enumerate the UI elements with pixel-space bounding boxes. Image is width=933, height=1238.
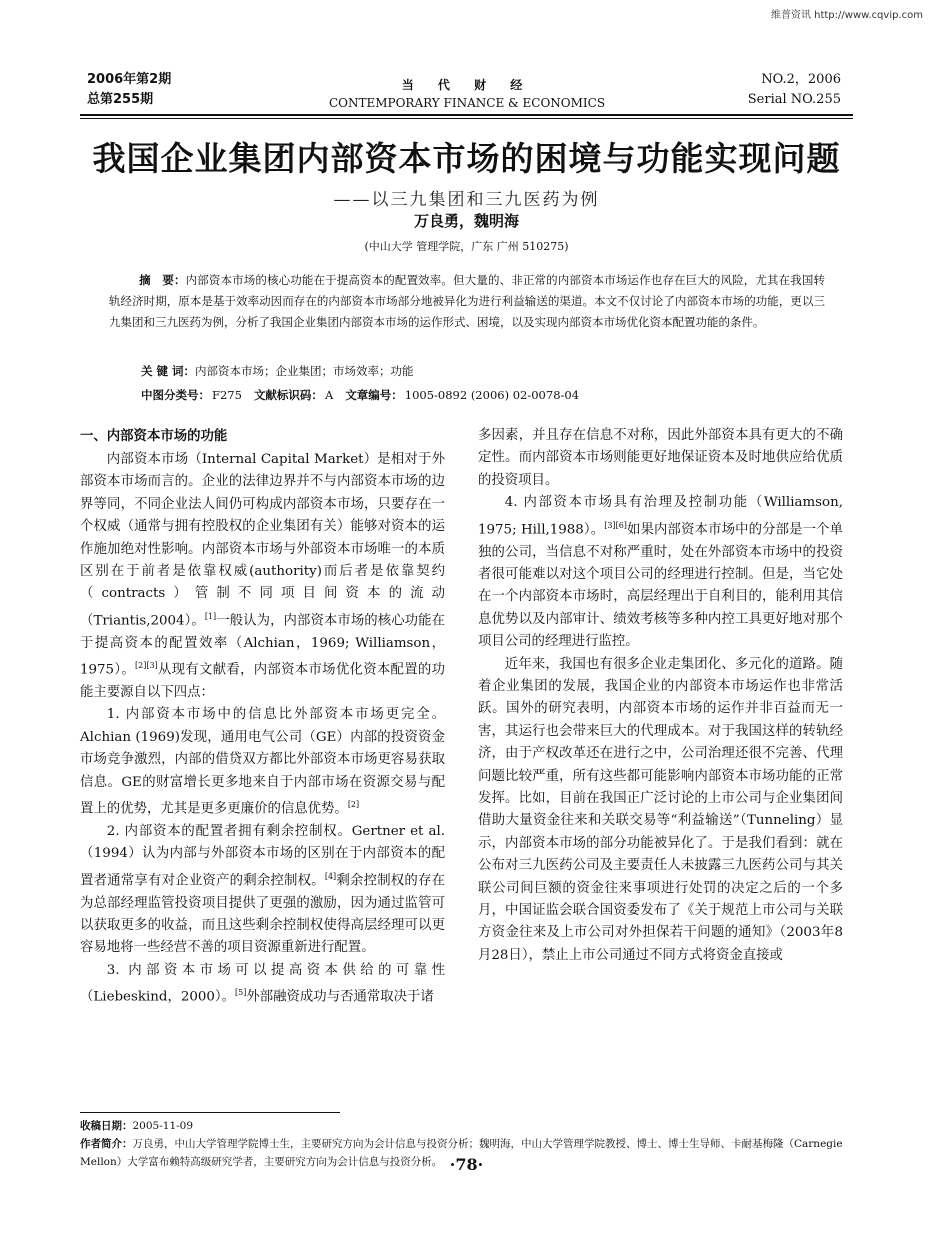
journal-name-cn: 当 代 财 经 [401, 78, 533, 92]
doc-value: A [324, 388, 334, 402]
header-rule-thick [80, 114, 853, 116]
article-value: 1005-0892 (2006) 02-0078-04 [404, 388, 580, 402]
affiliation: (中山大学 管理学院，广东 广州 510275) [364, 240, 569, 253]
received-date [80, 1117, 850, 1135]
paper-subtitle: ——以三九集团和三九医药为例 [333, 190, 600, 210]
paragraph [80, 449, 445, 704]
paragraph: 近年来，我国也有很多企业走集团化、多元化的道路。随着企业集团的发展，我国企业的内部资本市场运作也非常活跃。国外的研究表明，内部资本市场的运作并非百益而无一害，其运行也会带来巨大的代理成本。对于我国这样的转轨经济，由于产权改革还在进行之中，公司治理还很不完善、代理问题比较严重，所有这些都可能影响内部资本市场功能的正常发挥。比如，目前在我国正广泛讨论的上市公司与企业集团间借助大量资金往来和关联交易等“利益输送”（Tunneling）显示，内部资本市场的部分功能被异化了。于是我们看到：就在公布对三九医药公司及主要责任人未披露三九医药公司与其关联公司间巨额的资金往来事项进行处罚的决定之后的一个多月，中国证监会联合国资委发布了《关于规范上市公司与关联方资金往来及上市公司对外担保若干问题的通知》（2003年8月28日），禁止上市公司通过不同方式将资金直接或 [478, 656, 843, 963]
paragraph-text: 外部融资成功与否通常取决于诸 [246, 989, 434, 1005]
watermark: 维普资讯 http://www.cqvip.com [770, 10, 923, 21]
body-right-column [478, 425, 843, 967]
abstract-text: 内部资本市场的核心功能在于提高资本的配置效率。但大量的、非正常的内部资本市场运作也存在巨大的风险，尤其在我国转轨经济时期，原本是基于效率动因而存在的内部资本市场部分地被异化为进行利益输送的渠道。本文不仅讨论了内部资本市场的功能，更以三九集团和三九医药为例，分析了我国企业集团内部资本市场的运作形式、困境，以及实现内部资本市场优化资本配置功能的条件。 [109, 273, 825, 329]
section-heading: 一、内部资本市场的功能 [80, 429, 228, 444]
keywords-label: 关 键 词： [141, 364, 196, 378]
paragraph-text: 3. 内部资本市场可以提高资本供给的可靠性（Liebeskind，2000）。 [80, 962, 445, 1005]
issue-info [87, 70, 171, 110]
paragraph-text: 1. 内部资本市场中的信息比外部资本市场更完全。Alchian (1969)发现，通用电气公司（GE）内部的投资资金市场竞争激烈，内部的借贷双方都比外部资本市场更容易获取信息。GE的财富增长更多地来自于内部市场在资源交易与配置上的优势，尤其是更多更廉价的信息优势。 [80, 707, 445, 817]
paragraph [478, 492, 843, 653]
paragraph: 多因素，并且存在信息不对称，因此外部资本具有更大的不确定性。而内部资本市场则能更好地保证资本及时地供应给优质的投资项目。 [478, 428, 843, 488]
body-left-column [80, 425, 445, 1009]
received-label: 收稿日期： [80, 1120, 133, 1132]
citation: [2][3] [135, 661, 158, 671]
bio-label: 作者简介： [80, 1138, 133, 1150]
citation: [3][6] [604, 520, 627, 530]
received-value: 2005-11-09 [132, 1120, 194, 1132]
footnote-rule [80, 1112, 340, 1113]
clc-value: F275 [212, 388, 242, 402]
paragraph-text: 2. 内部资本的配置者拥有剩余控制权。Gertner et al.（1994）认为内部与外部资本市场的区别在于内部资本的配置者通常享有对企业资产的剩余控制权。 [80, 823, 445, 889]
abstract-label: 摘 要： [139, 273, 186, 287]
paragraph-text: 一般认为，内部资本市场的核心功能在于提高资本的配置效率（Alchian，1969; Williamson，1975）。 [80, 613, 445, 678]
abstract [109, 270, 825, 333]
doc-label: 文献标识码： [253, 388, 323, 402]
paragraph-text: 4. 内部资本市场具有治理及控制功能（Williamson, 1975; Hill,1988）。 [478, 495, 843, 538]
paragraph [80, 960, 445, 1009]
journal-name-en: CONTEMPORARY FINANCE & ECONOMICS [328, 96, 606, 110]
header-rule-thin [80, 118, 853, 119]
clc-label: 中图分类号： [141, 388, 210, 402]
page-number: ·78· [449, 1155, 484, 1174]
authors: 万良勇，魏明海 [413, 212, 519, 230]
citation: [5] [235, 988, 247, 998]
paragraph-text: 从现有文献看，内部资本市场优化资本配置的功能主要源自以下四点： [80, 662, 445, 700]
paragraph [80, 704, 445, 821]
citation: [2] [347, 800, 360, 810]
serial-no: Serial NO.255 [747, 92, 841, 107]
keywords-text: 内部资本市场；企业集团；市场效率；功能 [195, 364, 414, 378]
paragraph-text: 剩余控制权的存在为总部经理监管投资项目提供了更强的激励，因为通过监管可以获取更多的收益，而且这些剩余控制权使得高层经理可以更容易地将一些经营不善的项目资源重新进行配置。 [80, 873, 446, 956]
paper-title: 我国企业集团内部资本市场的困境与功能实现问题 [92, 139, 841, 178]
classification [141, 385, 579, 406]
issue-total: 总第255期 [87, 92, 154, 107]
article-label: 文章编号： [345, 388, 403, 402]
paragraph-text: 内部资本市场（Internal Capital Market）是相对于外部资本市场而言的。企业的法律边界并不与内部资本市场的边界等同，不同企业法人间仍可构成内部资本市场，只要存在一个权威（通常与拥有控股权的企业集团有关）能够对资本的运作施加绝对性影响。内部资本市场与外部资本市场唯一的本质区别在于前者是依靠权威(authority)而后者是依靠契约（contracts）管制不同项目间资本的流动（Triantis,2004）。 [80, 452, 445, 629]
serial-info [748, 70, 841, 110]
journal-name [300, 76, 634, 112]
paragraph-text: 如果内部资本市场中的分部是一个单独的公司，当信息不对称严重时，处在外部资本市场中的投资者很可能难以对这个项目公司的经理进行控制。但是，当它处在一个内部资本市场时，高层经理出于自利目的，能利用其信息优势以及内部审计、绩效考核等多种内控工具更好地对那个项目公司的经理进行监控。 [478, 522, 843, 650]
keywords [141, 361, 414, 382]
issue-no: NO.2，2006 [761, 72, 841, 87]
issue-cn: 2006年第2期 [87, 72, 172, 87]
citation: [4] [324, 871, 337, 881]
paragraph [80, 821, 445, 960]
citation: [1] [204, 611, 217, 621]
bio-value: 万良勇，中山大学管理学院博士生，主要研究方向为会计信息与投资分析；魏明海，中山大学管理学院教授、博士、博士生导师、卡耐基梅隆（Carnegie Mellon）大学富布赖特高级研究学者，主要研究方向为会计信息与投资分析。 [80, 1138, 843, 1168]
